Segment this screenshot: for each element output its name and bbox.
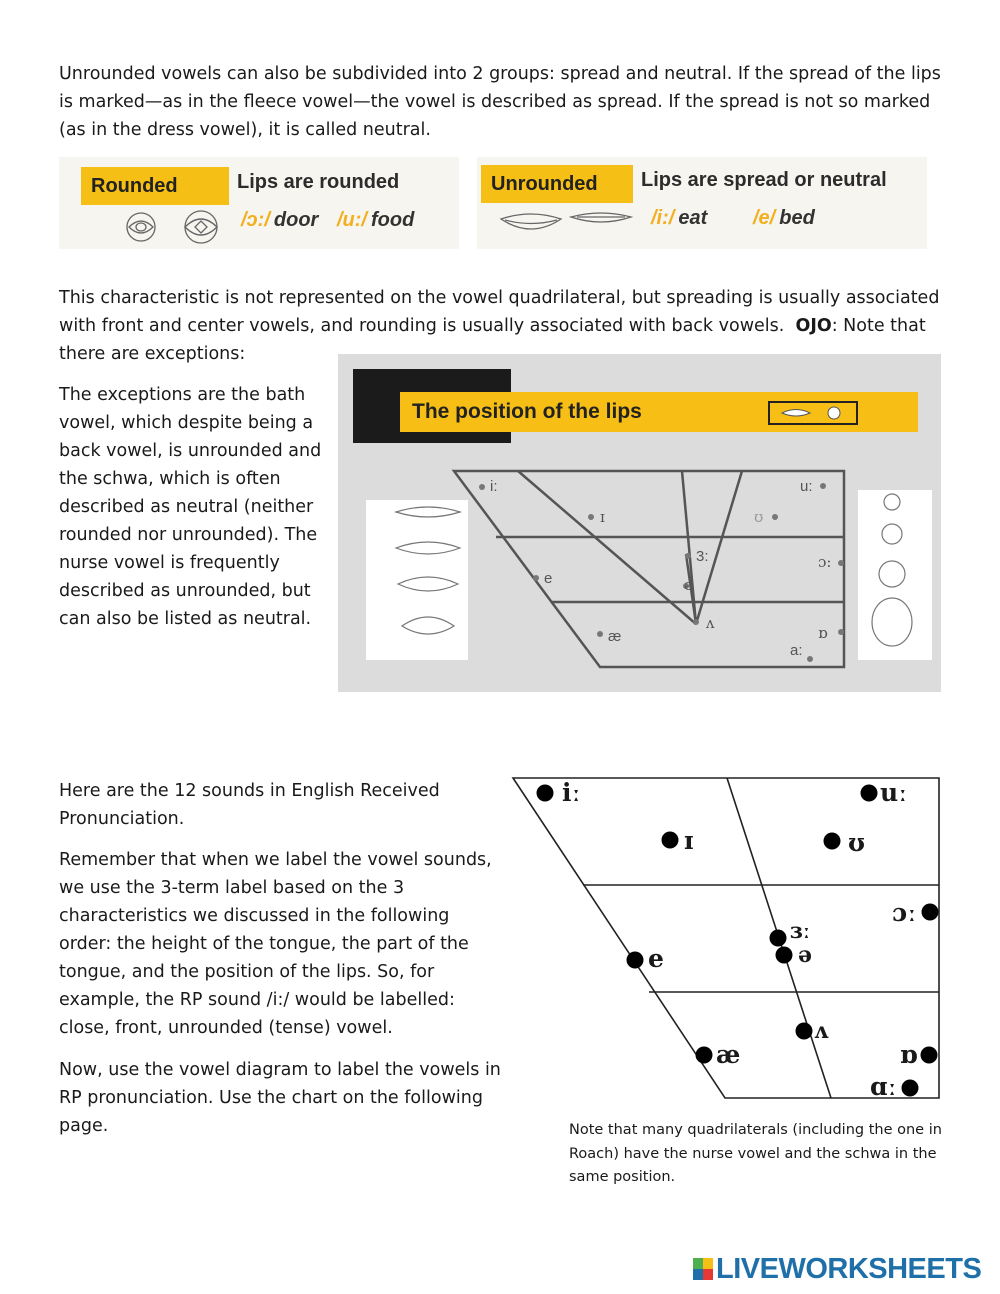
dot-o [921, 1047, 938, 1064]
remember-line: Remember that when we label the vowel sounds, [59, 850, 492, 870]
unrounded-example-1: /i:/ eat [651, 207, 708, 229]
liveworksheets-mark-icon [693, 1258, 713, 1280]
intro-line-1: Unrounded vowels can also be subdivided into 2 groups: spread and neutral. If the spread of the lips [59, 64, 941, 84]
remember-line: characteristics we discussed in the following [59, 906, 450, 926]
dot-or [922, 904, 939, 921]
unrounded-label: Unrounded [481, 165, 633, 203]
remember-line: tongue, and the position of the lips. So, for [59, 962, 435, 982]
mid-vowel-I: ɪ [600, 508, 605, 526]
rounded-example-2: /u:/ food [337, 209, 415, 231]
logo-text: LIVEWORKSHEETS [716, 1252, 982, 1285]
unrounded-example-2: /e/ bed [753, 207, 815, 229]
intro-line-2: is marked—as in the fleece vowel—the vowel is described as spread. If the spread is not so marked [59, 92, 931, 112]
quad-vowel-u: uː [880, 778, 908, 807]
dot-i [537, 785, 554, 802]
rounded-label: Rounded [81, 167, 229, 205]
exceptions-line: back vowel, is unrounded and [59, 441, 322, 461]
quad-vowel-e: e [648, 944, 664, 973]
characteristic-line-2: with front and center vowels, and rounding is usually associated with back vowels. OJO: Note that [59, 316, 926, 336]
mid-vowel-i: i: [490, 478, 498, 495]
now-line: Now, use the vowel diagram to label the vowels in [59, 1060, 501, 1080]
lips-position-image [338, 354, 941, 692]
now-line: RP pronunciation. Use the chart on the following [59, 1088, 483, 1108]
rounded-example-1: /ɔ:/ door [241, 209, 319, 231]
exceptions-line: described as neutral (neither [59, 497, 314, 517]
mid-vowel-o: ɒ [818, 624, 828, 642]
remember-line: we use the 3-term label based on the 3 [59, 878, 405, 898]
dot-I [662, 832, 679, 849]
mid-vowel-U: ʊ [754, 508, 764, 526]
dot-e [627, 952, 644, 969]
rounded-lips-icon [121, 207, 231, 247]
unrounded-desc: Lips are spread or neutral [641, 169, 887, 191]
dot-wedge [796, 1023, 813, 1040]
quad-vowel-or: ɔː [892, 898, 917, 927]
unrounded-panel [477, 157, 927, 249]
intro-line-3: (as in the dress vowel), it is called neutral. [59, 120, 431, 140]
quad-vowel-a: ɑː [870, 1072, 897, 1101]
exceptions-line: vowel, which despite being a [59, 413, 314, 433]
quad-vowel-nurse: ɜː [790, 918, 811, 944]
rounded-panel [59, 157, 459, 249]
mid-vowel-schwa: ə [684, 576, 693, 594]
quad-vowel-schwa: ə [798, 942, 812, 968]
quad-vowel-I: ɪ [684, 826, 694, 855]
quadrilateral-caption [569, 1119, 959, 1190]
twelve-line-2: Pronunciation. [59, 809, 185, 829]
dot-U [824, 833, 841, 850]
exceptions-line: the schwa, which is often [59, 469, 281, 489]
exceptions-line: The exceptions are the bath [59, 385, 306, 405]
remember-line: order: the height of the tongue, the part of the [59, 934, 469, 954]
mid-vowel-a: a: [790, 642, 803, 659]
dot-ae [696, 1047, 713, 1064]
mid-vowel-u: u: [800, 478, 813, 495]
mid-vowel-wedge: ʌ [706, 614, 715, 632]
rounded-desc: Lips are rounded [237, 171, 400, 193]
remember-line: example, the RP sound /i:/ would be labelled: [59, 990, 455, 1010]
exceptions-line: can also be listed as neutral. [59, 609, 312, 629]
exceptions-line: rounded nor unrounded). The [59, 525, 318, 545]
characteristic-line-1: This characteristic is not represented on the vowel quadrilateral, but spreading is usually associated [59, 288, 940, 308]
quad-vowel-o: ɒ [900, 1040, 918, 1069]
quad-vowel-i: iː [562, 778, 581, 807]
dot-u [861, 785, 878, 802]
caption-line: Roach) have the nurse vowel and the schwa in the [569, 1145, 937, 1162]
dot-a [902, 1080, 919, 1097]
characteristic-line-3: there are exceptions: [59, 344, 246, 364]
mid-vowel-or: ɔ: [818, 553, 832, 571]
exceptions-line: described as unrounded, but [59, 581, 311, 601]
mid-quadrilateral-icon [338, 354, 941, 692]
remember-line: close, front, unrounded (tense) vowel. [59, 1018, 393, 1038]
now-line: page. [59, 1116, 109, 1136]
liveworksheets-logo[interactable] [693, 1253, 981, 1285]
ojo-label: OJO [795, 316, 832, 336]
caption-line: Note that many quadrilaterals (including the one in [569, 1122, 942, 1138]
mid-vowel-ae: æ [608, 628, 622, 645]
caption-line: same position. [569, 1169, 676, 1185]
quad-vowel-U: ʊ [848, 828, 865, 857]
exceptions-line: nurse vowel is frequently [59, 553, 280, 573]
quad-vowel-wedge: ʌ [814, 1018, 829, 1044]
unrounded-lips-icon [497, 203, 637, 243]
dot-schwa [776, 947, 793, 964]
mid-vowel-e: e [544, 570, 553, 587]
mid-vowel-nurse: 3: [696, 548, 709, 565]
twelve-line-1: Here are the 12 sounds in English Received [59, 781, 440, 801]
dot-nurse [770, 930, 787, 947]
lips-position-title: The position of the lips [400, 392, 918, 432]
quad-vowel-ae: æ [716, 1040, 741, 1069]
